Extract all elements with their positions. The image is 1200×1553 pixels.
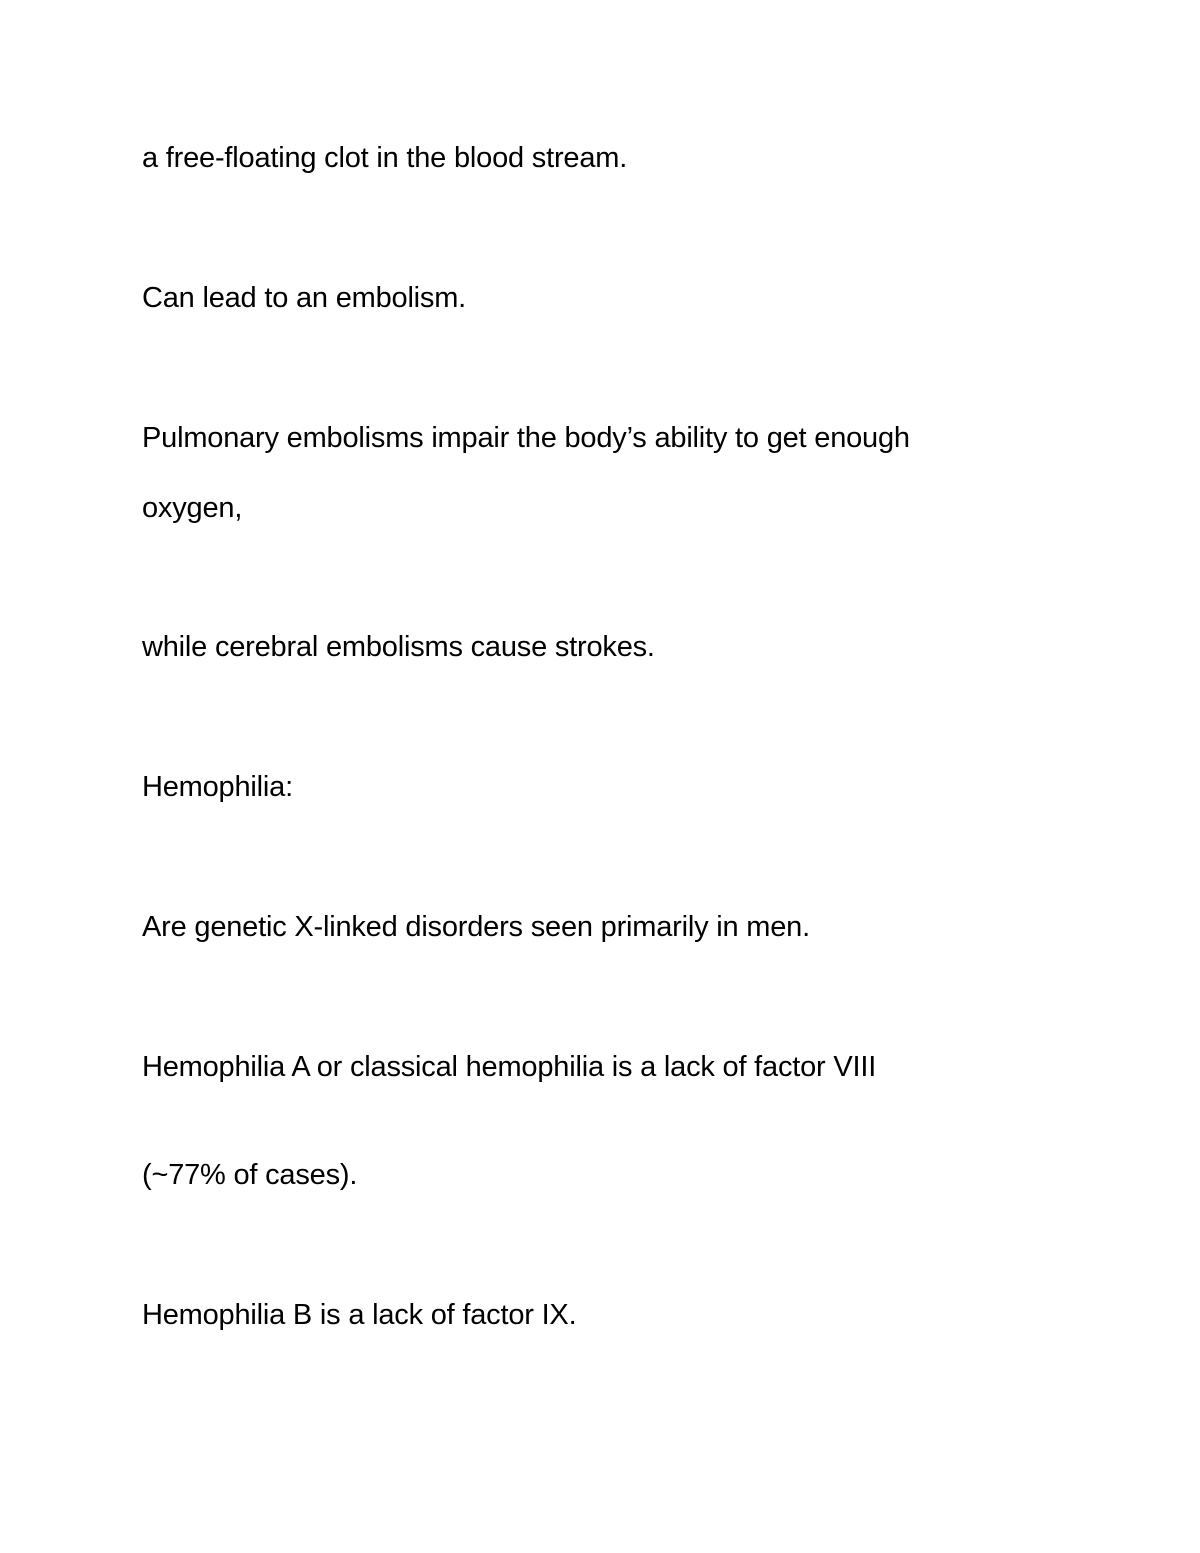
- text-line: Can lead to an embolism.: [142, 282, 467, 314]
- section-heading: Hemophilia:: [142, 771, 293, 803]
- text-line: oxygen,: [142, 492, 243, 524]
- text-line: while cerebral embolisms cause strokes.: [142, 631, 655, 663]
- text-line: Hemophilia A or classical hemophilia is a lack of factor VIII: [142, 1051, 877, 1083]
- text-line: Pulmonary embolisms impair the body’s ability to get enough: [142, 422, 910, 454]
- text-line: Are genetic X-linked disorders seen primarily in men.: [142, 911, 810, 943]
- text-line: (~77% of cases).: [142, 1159, 358, 1191]
- text-line: Hemophilia B is a lack of factor IX.: [142, 1299, 577, 1331]
- text-line: a free-floating clot in the blood stream.: [142, 142, 628, 174]
